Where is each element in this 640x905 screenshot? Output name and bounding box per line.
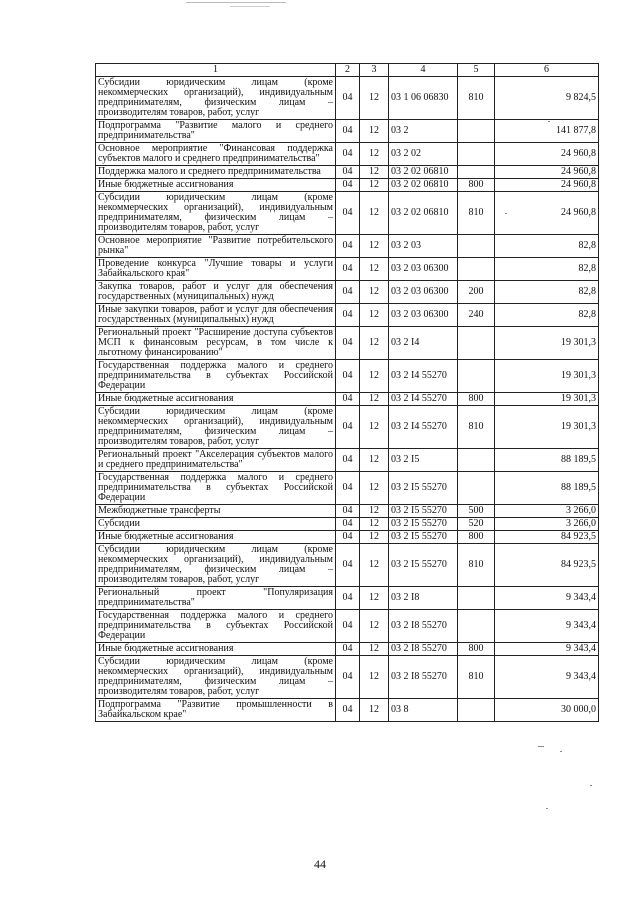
table-row xyxy=(96,143,599,166)
row-name: Подпрограмма "Развитие промышленности в Забайкальском крае" xyxy=(96,699,336,722)
row-subsection: 12 xyxy=(360,518,389,531)
scan-artifact-line xyxy=(230,6,270,7)
row-expense-type xyxy=(458,610,495,643)
row-section: 04 xyxy=(336,656,360,699)
row-section: 04 xyxy=(336,518,360,531)
row-target-code: 03 2 03 06300 xyxy=(389,304,458,327)
row-name: Региональный проект "Расширение доступа субъектов МСП к финансовым ресурсам, в том числе к льготному финансированию" xyxy=(96,327,336,360)
row-name: Региональный проект "Акселерация субъектов малого и среднего предпринимательства" xyxy=(96,449,336,472)
row-target-code: 03 2 I8 55270 xyxy=(389,643,458,656)
row-subsection: 12 xyxy=(360,235,389,258)
row-target-code: 03 2 03 xyxy=(389,235,458,258)
row-amount: 82,8 xyxy=(495,304,599,327)
row-section: 04 xyxy=(336,472,360,505)
row-amount: 19 301,3 xyxy=(495,393,599,406)
row-subsection: 12 xyxy=(360,192,389,235)
row-expense-type: 520 xyxy=(458,518,495,531)
scan-speck xyxy=(590,785,592,786)
table-row xyxy=(96,449,599,472)
row-name: Государственная поддержка малого и среднего предпринимательства в субъектах Российской Федерации xyxy=(96,472,336,505)
row-name: Субсидии юридическим лицам (кроме некоммерческих организаций), индивидуальным предпринимателям, физическим лицам – производителям товаров, работ, услуг xyxy=(96,656,336,699)
scan-speck xyxy=(548,121,550,122)
table-row xyxy=(96,192,599,235)
row-target-code: 03 2 I8 xyxy=(389,587,458,610)
row-subsection: 12 xyxy=(360,327,389,360)
row-target-code: 03 2 02 06810 xyxy=(389,166,458,179)
row-expense-type xyxy=(458,449,495,472)
row-target-code: 03 2 I5 55270 xyxy=(389,505,458,518)
row-section: 04 xyxy=(336,166,360,179)
column-header-amount: 6 xyxy=(495,64,599,77)
row-subsection: 12 xyxy=(360,360,389,393)
row-section: 04 xyxy=(336,393,360,406)
row-name: Субсидии юридическим лицам (кроме некоммерческих организаций), индивидуальным предпринимателям, физическим лицам – производителям товаров, работ, услуг xyxy=(96,192,336,235)
row-target-code: 03 2 I4 55270 xyxy=(389,360,458,393)
row-name: Иные бюджетные ассигнования xyxy=(96,179,336,192)
row-name: Основное мероприятие "Развитие потребительского рынка" xyxy=(96,235,336,258)
row-subsection: 12 xyxy=(360,304,389,327)
row-name: Иные бюджетные ассигнования xyxy=(96,393,336,406)
row-expense-type xyxy=(458,699,495,722)
row-name: Иные закупки товаров, работ и услуг для обеспечения государственных (муниципальных) нужд xyxy=(96,304,336,327)
table-row xyxy=(96,393,599,406)
row-amount: 19 301,3 xyxy=(495,406,599,449)
table-row xyxy=(96,531,599,544)
row-name: Закупка товаров, работ и услуг для обеспечения государственных (муниципальных) нужд xyxy=(96,281,336,304)
row-name: Проведение конкурса "Лучшие товары и услуги Забайкальского края" xyxy=(96,258,336,281)
row-name: Поддержка малого и среднего предпринимательства xyxy=(96,166,336,179)
row-subsection: 12 xyxy=(360,393,389,406)
table-header-row xyxy=(96,64,599,77)
row-subsection: 12 xyxy=(360,77,389,120)
table-row xyxy=(96,77,599,120)
table-row xyxy=(96,235,599,258)
table-row xyxy=(96,360,599,393)
row-subsection: 12 xyxy=(360,258,389,281)
row-amount: 24 960,8 xyxy=(495,166,599,179)
budget-table xyxy=(95,63,599,722)
row-amount: 3 266,0 xyxy=(495,505,599,518)
row-amount: 19 301,3 xyxy=(495,327,599,360)
row-amount: 9 343,4 xyxy=(495,643,599,656)
row-expense-type: 810 xyxy=(458,544,495,587)
row-amount: 84 923,5 xyxy=(495,544,599,587)
row-expense-type: 810 xyxy=(458,192,495,235)
row-subsection: 12 xyxy=(360,505,389,518)
row-target-code: 03 2 I8 55270 xyxy=(389,610,458,643)
row-amount: 82,8 xyxy=(495,281,599,304)
table-row xyxy=(96,281,599,304)
row-subsection: 12 xyxy=(360,544,389,587)
row-expense-type xyxy=(458,587,495,610)
column-header-section: 2 xyxy=(336,64,360,77)
row-target-code: 03 2 02 06810 xyxy=(389,179,458,192)
table-row xyxy=(96,179,599,192)
row-amount: 9 343,4 xyxy=(495,587,599,610)
row-subsection: 12 xyxy=(360,120,389,143)
scan-speck xyxy=(546,808,548,809)
row-subsection: 12 xyxy=(360,143,389,166)
table-row xyxy=(96,258,599,281)
row-expense-type xyxy=(458,360,495,393)
row-expense-type: 800 xyxy=(458,643,495,656)
row-target-code: 03 2 I5 55270 xyxy=(389,544,458,587)
row-amount: 30 000,0 xyxy=(495,699,599,722)
row-subsection: 12 xyxy=(360,472,389,505)
row-section: 04 xyxy=(336,192,360,235)
table-row xyxy=(96,120,599,143)
row-subsection: 12 xyxy=(360,281,389,304)
row-amount: 24 960,8 xyxy=(495,179,599,192)
row-section: 04 xyxy=(336,643,360,656)
row-expense-type xyxy=(458,143,495,166)
table-row xyxy=(96,304,599,327)
row-expense-type: 800 xyxy=(458,393,495,406)
row-section: 04 xyxy=(336,587,360,610)
row-target-code: 03 2 03 06300 xyxy=(389,281,458,304)
row-expense-type: 810 xyxy=(458,406,495,449)
row-target-code: 03 2 I5 55270 xyxy=(389,472,458,505)
row-expense-type: 810 xyxy=(458,77,495,120)
row-expense-type: 810 xyxy=(458,656,495,699)
row-expense-type: 200 xyxy=(458,281,495,304)
row-amount: 88 189,5 xyxy=(495,472,599,505)
scan-speck xyxy=(560,751,562,752)
table-row xyxy=(96,166,599,179)
row-subsection: 12 xyxy=(360,610,389,643)
row-target-code: 03 2 02 06810 xyxy=(389,192,458,235)
row-target-code: 03 2 xyxy=(389,120,458,143)
table-row xyxy=(96,472,599,505)
row-section: 04 xyxy=(336,699,360,722)
table-body xyxy=(96,77,599,722)
row-name: Государственная поддержка малого и среднего предпринимательства в субъектах Российской Федерации xyxy=(96,360,336,393)
row-section: 04 xyxy=(336,143,360,166)
row-target-code: 03 2 I8 55270 xyxy=(389,656,458,699)
row-name: Субсидии юридическим лицам (кроме некоммерческих организаций), индивидуальным предпринимателям, физическим лицам – производителям товаров, работ, услуг xyxy=(96,406,336,449)
row-section: 04 xyxy=(336,77,360,120)
table-row xyxy=(96,699,599,722)
scan-speck xyxy=(538,746,544,747)
row-subsection: 12 xyxy=(360,699,389,722)
table-row xyxy=(96,643,599,656)
row-expense-type xyxy=(458,120,495,143)
row-expense-type xyxy=(458,258,495,281)
row-subsection: 12 xyxy=(360,166,389,179)
table-row xyxy=(96,610,599,643)
row-section: 04 xyxy=(336,449,360,472)
row-section: 04 xyxy=(336,505,360,518)
row-section: 04 xyxy=(336,235,360,258)
row-name: Иные бюджетные ассигнования xyxy=(96,531,336,544)
row-section: 04 xyxy=(336,179,360,192)
row-subsection: 12 xyxy=(360,449,389,472)
row-subsection: 12 xyxy=(360,643,389,656)
row-target-code: 03 2 I5 55270 xyxy=(389,531,458,544)
page-number: 44 xyxy=(314,857,326,871)
row-section: 04 xyxy=(336,258,360,281)
row-amount: 24 960,8 xyxy=(495,143,599,166)
row-target-code: 03 2 I4 xyxy=(389,327,458,360)
scan-speck xyxy=(505,213,507,214)
row-target-code: 03 2 02 xyxy=(389,143,458,166)
row-name: Межбюджетные трансферты xyxy=(96,505,336,518)
row-target-code: 03 8 xyxy=(389,699,458,722)
row-amount: 19 301,3 xyxy=(495,360,599,393)
table-row xyxy=(96,656,599,699)
row-section: 04 xyxy=(336,120,360,143)
row-section: 04 xyxy=(336,610,360,643)
row-amount: 84 923,5 xyxy=(495,531,599,544)
column-header-target-code: 4 xyxy=(389,64,458,77)
row-target-code: 03 2 I4 55270 xyxy=(389,393,458,406)
table-row xyxy=(96,406,599,449)
row-expense-type xyxy=(458,472,495,505)
row-name: Субсидии xyxy=(96,518,336,531)
column-header-subsection: 3 xyxy=(360,64,389,77)
row-target-code: 03 2 I4 55270 xyxy=(389,406,458,449)
row-expense-type: 800 xyxy=(458,179,495,192)
row-subsection: 12 xyxy=(360,656,389,699)
row-expense-type xyxy=(458,235,495,258)
row-target-code: 03 2 I5 xyxy=(389,449,458,472)
row-target-code: 03 2 I5 55270 xyxy=(389,518,458,531)
row-amount: 9 343,4 xyxy=(495,656,599,699)
column-header-expense-type: 5 xyxy=(458,64,495,77)
table-row xyxy=(96,327,599,360)
table-row xyxy=(96,587,599,610)
row-expense-type xyxy=(458,327,495,360)
row-amount: 82,8 xyxy=(495,235,599,258)
row-section: 04 xyxy=(336,304,360,327)
row-name: Субсидии юридическим лицам (кроме некоммерческих организаций), индивидуальным предпринимателям, физическим лицам – производителям товаров, работ, услуг xyxy=(96,544,336,587)
row-name: Иные бюджетные ассигнования xyxy=(96,643,336,656)
row-section: 04 xyxy=(336,531,360,544)
row-amount: 9 824,5 xyxy=(495,77,599,120)
table-row xyxy=(96,544,599,587)
row-section: 04 xyxy=(336,360,360,393)
row-name: Региональный проект "Популяризация предпринимательства" xyxy=(96,587,336,610)
table-row xyxy=(96,505,599,518)
row-target-code: 03 1 06 06830 xyxy=(389,77,458,120)
row-subsection: 12 xyxy=(360,531,389,544)
row-section: 04 xyxy=(336,327,360,360)
row-subsection: 12 xyxy=(360,587,389,610)
row-name: Государственная поддержка малого и среднего предпринимательства в субъектах Российской Федерации xyxy=(96,610,336,643)
row-name: Основное мероприятие "Финансовая поддержка субъектов малого и среднего предпринимательства" xyxy=(96,143,336,166)
row-subsection: 12 xyxy=(360,179,389,192)
row-expense-type: 800 xyxy=(458,531,495,544)
row-amount: 88 189,5 xyxy=(495,449,599,472)
row-expense-type: 240 xyxy=(458,304,495,327)
row-amount: 3 266,0 xyxy=(495,518,599,531)
row-amount: 9 343,4 xyxy=(495,610,599,643)
row-target-code: 03 2 03 06300 xyxy=(389,258,458,281)
row-amount: 24 960,8 xyxy=(495,192,599,235)
scan-artifact-line xyxy=(186,2,286,3)
row-amount: 82,8 xyxy=(495,258,599,281)
row-expense-type xyxy=(458,166,495,179)
row-name: Субсидии юридическим лицам (кроме некоммерческих организаций), индивидуальным предпринимателям, физическим лицам – производителям товаров, работ, услуг xyxy=(96,77,336,120)
row-section: 04 xyxy=(336,544,360,587)
row-subsection: 12 xyxy=(360,406,389,449)
row-section: 04 xyxy=(336,406,360,449)
row-name: Подпрограмма "Развитие малого и среднего предпринимательства" xyxy=(96,120,336,143)
table-row xyxy=(96,518,599,531)
row-amount: 141 877,8 xyxy=(495,120,599,143)
row-expense-type: 500 xyxy=(458,505,495,518)
row-section: 04 xyxy=(336,281,360,304)
column-header-name: 1 xyxy=(96,64,336,77)
